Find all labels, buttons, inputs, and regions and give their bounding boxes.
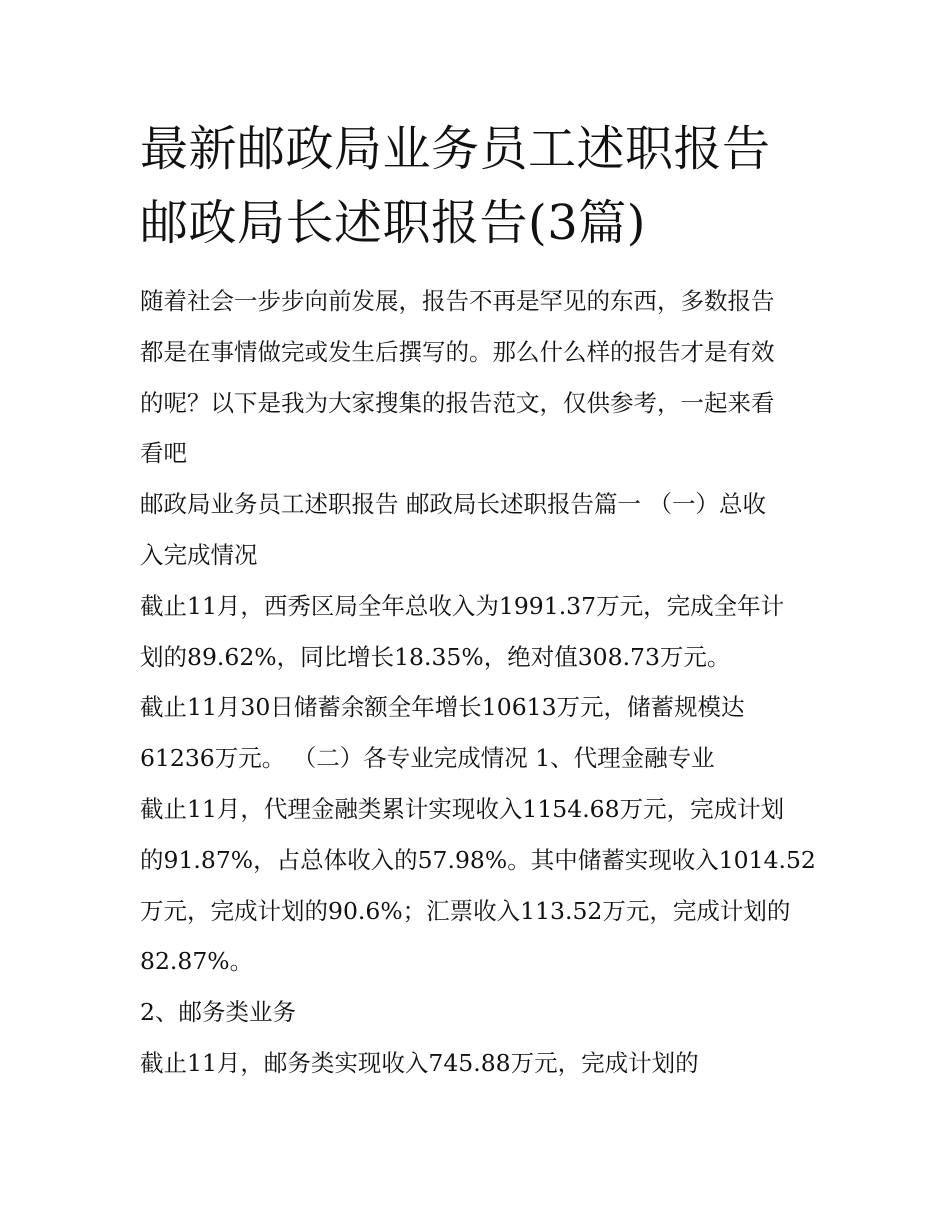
body-line: 61236万元。 （二）各专业完成情况 1、代理金融专业 — [140, 744, 715, 773]
body-line: 82.87%。 — [140, 947, 254, 976]
body-line: 的呢？以下是我为大家搜集的报告范文，仅供参考，一起来看 — [140, 388, 775, 417]
body-line: 截止11月，邮务类实现收入745.88万元，完成计划的 — [140, 1048, 699, 1077]
document-title — [140, 112, 820, 260]
body-line: 随着社会一步步向前发展，报告不再是罕见的东西，多数报告 — [140, 287, 775, 315]
body-line: 划的89.62%，同比增长18.35%，绝对值308.73万元。 — [140, 642, 731, 671]
title-line: 最新邮政局业务员工述职报告 — [140, 121, 771, 177]
body-line: 入完成情况 — [140, 540, 258, 569]
body-line: 截止11月，西秀区局全年总收入为1991.37万元，完成全年计 — [140, 591, 785, 620]
body-line: 的91.87%，占总体收入的57.98%。其中储蓄实现收入1014.52 — [140, 845, 816, 874]
body-line: 邮政局业务员工述职报告 邮政局长述职报告篇一 （一）总收 — [140, 490, 766, 519]
title-line: 邮政局长述职报告(3篇) — [140, 195, 646, 251]
body-line: 看吧 — [140, 439, 187, 468]
body-line: 都是在事情做完或发生后撰写的。那么什么样的报告才是有效 — [140, 337, 775, 366]
body-line: 截止11月，代理金融类累计实现收入1154.68万元，完成计划 — [140, 794, 785, 823]
document-body — [140, 276, 820, 1089]
body-line: 2、邮务类业务 — [140, 998, 296, 1027]
body-line: 截止11月30日储蓄余额全年增长10613万元，储蓄规模达 — [140, 693, 745, 722]
body-line: 万元，完成计划的90.6%；汇票收入113.52万元，完成计划的 — [140, 896, 791, 925]
